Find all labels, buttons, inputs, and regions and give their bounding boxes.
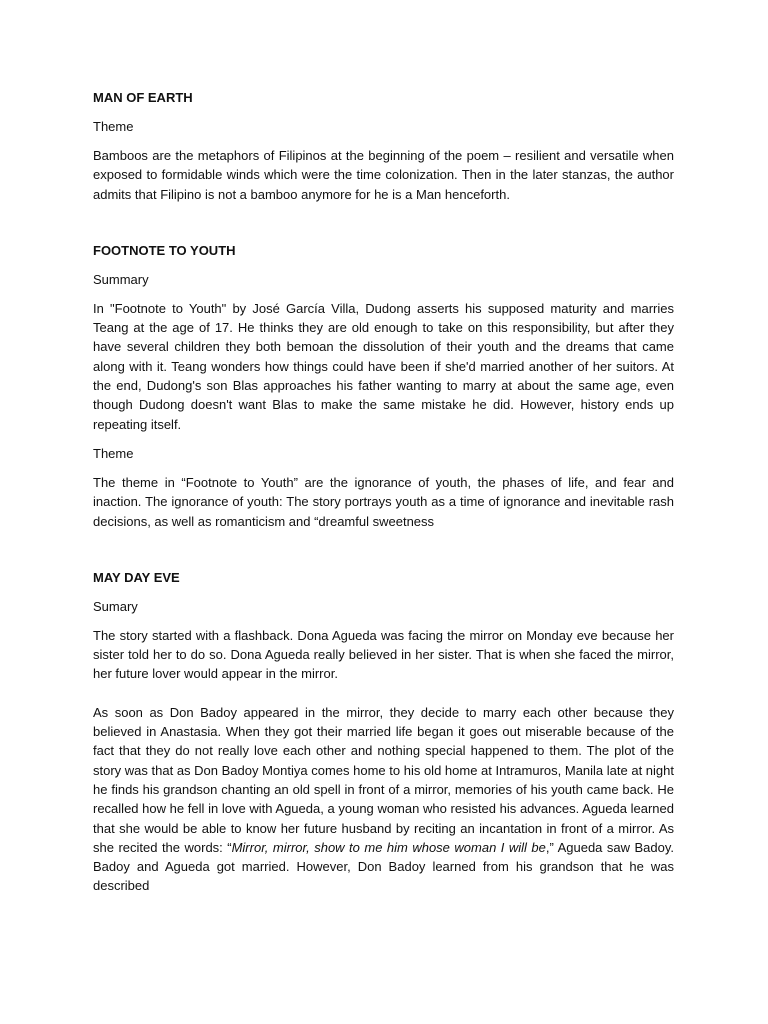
section-spacer — [93, 541, 674, 568]
section-label-sumary: Sumary — [93, 598, 138, 614]
section-paragraph: The theme in “Footnote to Youth” are the ignorance of youth, the phases of life, and fear and inaction. The ignorance of youth: The story portrays youth as a time of ignorance and inevitable rash decisions, as well as romanticism and “dreamful sweetness — [93, 474, 674, 529]
paragraph-text: ,” Agueda saw Badoy. Badoy and Agueda got married. However, Don Badoy learned from his grandson that he was described — [93, 839, 674, 894]
section-paragraph — [93, 703, 674, 896]
section-label-summary: Summary — [93, 271, 149, 287]
paragraph-text: As soon as Don Badoy appeared in the mirror, they decide to marry each other because they believed in Anastasia. When they got their married life began it goes out miserable because of the fact that they do not really love each other and nothing special happened to them. The plot of the story was that as Don Badoy Montiya comes home to his old home at Intramuros, Manila late at night he finds his grandson chanting an old spell in front of a mirror, memories of his youth came back. He recalled how he fell in love with Agueda, a young woman who resisted his advances. Agueda learned that she would be able to know her future husband by reciting an incantation in front of a mirror. As she recited the words: “ — [93, 704, 674, 855]
section-label-theme: Theme — [93, 119, 134, 134]
incantation-quote: Mirror, mirror, show to me him whose woman I will be — [231, 839, 546, 855]
paragraph-spacer — [93, 694, 674, 703]
section-title-may-day-eve: MAY DAY EVE — [93, 569, 180, 585]
section-spacer — [93, 214, 674, 241]
section-paragraph: The story started with a flashback. Dona Agueda was facing the mirror on Monday eve because her sister told her to do so. Dona Agueda really believed in her sister. That is when she faced the mirror, her future lover would appear in the mirror. — [93, 627, 674, 682]
section-paragraph: Bamboos are the metaphors of Filipinos at the beginning of the poem – resilient and versatile when exposed to formidable winds which were the time colonization. Then in the later stanzas, the author admits that Filipino is not a bamboo anymore for he is a Man henceforth. — [93, 148, 674, 202]
section-title-man-of-earth: MAN OF EARTH — [93, 90, 193, 105]
section-title-footnote-to-youth: FOOTNOTE TO YOUTH — [93, 242, 236, 258]
section-label-theme: Theme — [93, 445, 134, 461]
section-paragraph: In "Footnote to Youth" by José García Villa, Dudong asserts his supposed maturity and marries Teang at the age of 17. He thinks they are old enough to take on this responsibility, but after they have several children they both bemoan the dissolution of their youth and the dreams that came along with it. Teang wonders how things could have been if she'd married another of her suitors. At the end, Dudong's son Blas approaches his father wanting to marry at about the same age, even though Dudong doesn't want Blas to make the same mistake he did. However, history ends up repeating itself. — [93, 300, 674, 432]
